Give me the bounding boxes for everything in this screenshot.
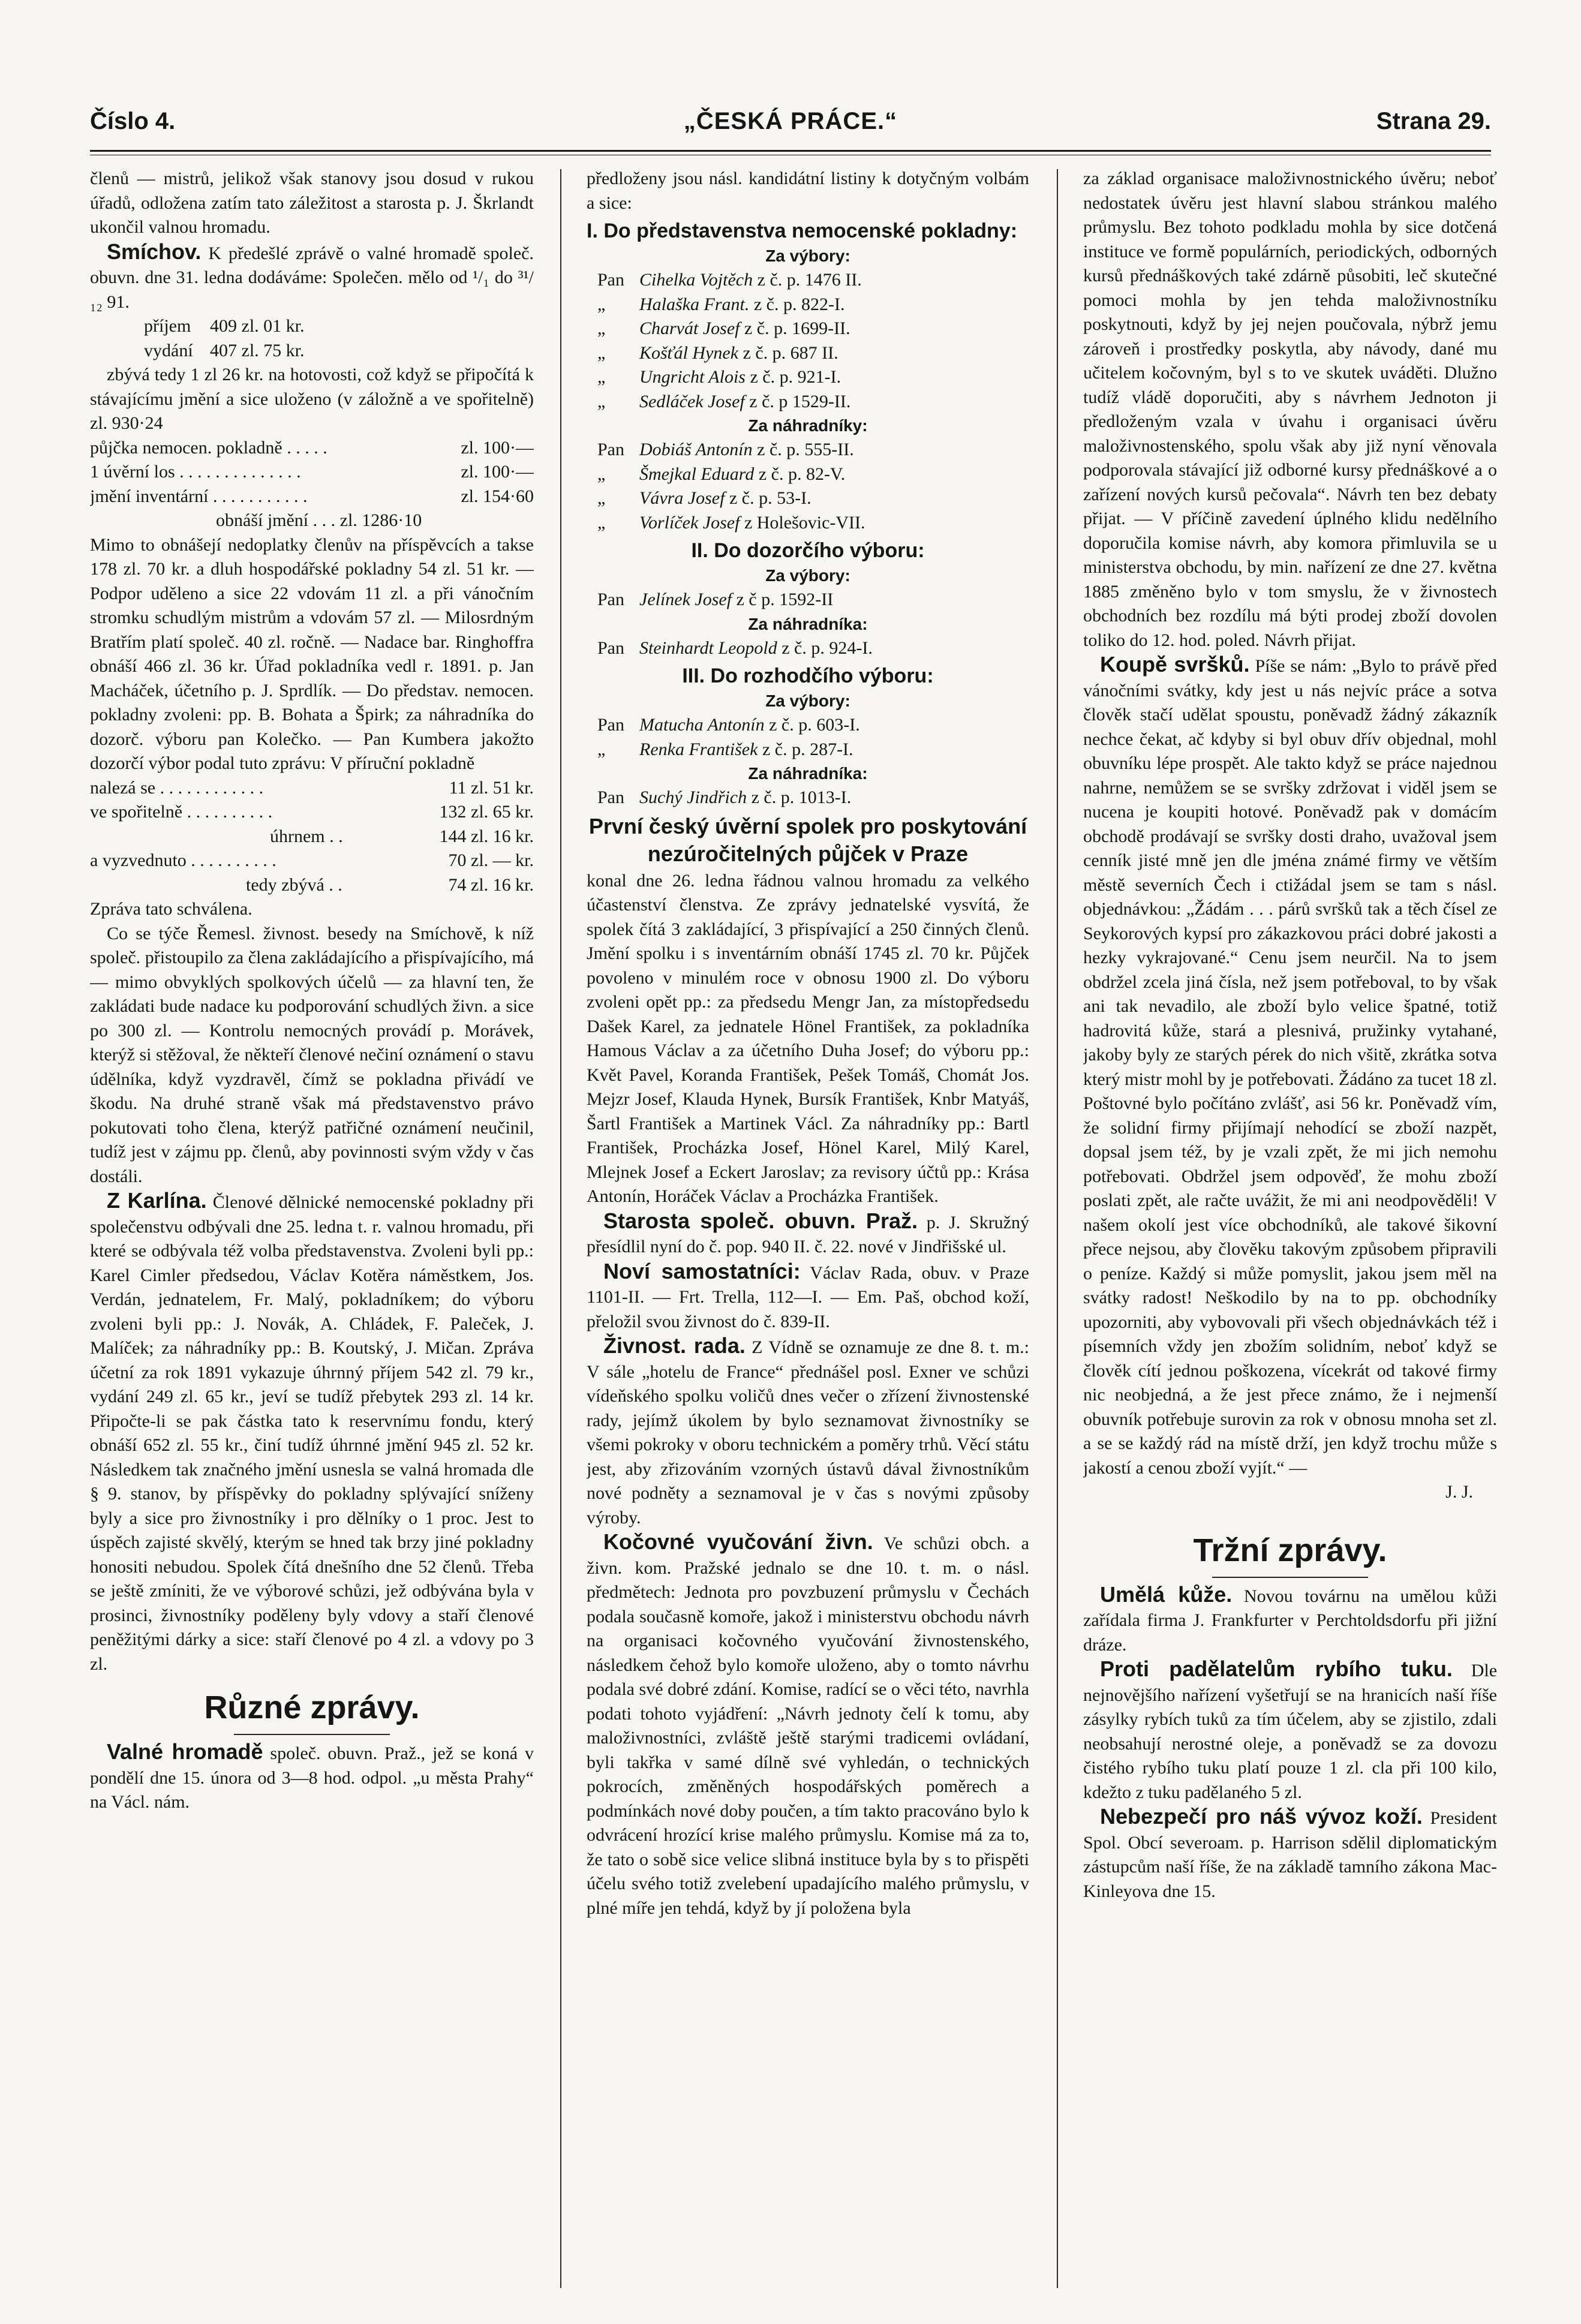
candidate-row bbox=[587, 713, 1029, 738]
article-paragraph: Zpráva tato schválena. bbox=[90, 899, 253, 919]
ledger-label: a vyzvednuto . . . . . . . . . . bbox=[90, 850, 276, 870]
candidate-list bbox=[587, 636, 1029, 661]
signature: J. J. bbox=[1445, 1482, 1473, 1502]
candidate-name: Šmejkal Eduard bbox=[639, 464, 755, 484]
candidate-row bbox=[587, 341, 1029, 366]
candidate-prefix: „ bbox=[597, 488, 606, 508]
article-paragraph: za základ organisace maloživnostnického úvěru; neboť nedostatek úvěru jest hlavní slabou stránkou malého průmyslu. Bez tohoto podkladu mohla by sice dotčená instituce ve formě populárních, periodických, odborných kursů přednáškových také zdárně působiti, leč skutečné pomoci mohla by jen tehda maloživnostníku poskytnouti, když by jej nejen poučovala, nýbrž jemu zároveň i prostředky poskytla, aby návody, dané mu učitelem kočovným, byl s to ve skutek uváděti. Dlužno tudíž vládě doporučiti, aby s návrhem Jednoton ji předloženým vzala v úvahu i organisaci úvěru maloživnostenského, spolu však aby již nyní věnovala podporovala stávající již odborné kursy přednáškové a o zařízení nových kursů pečovala“. Návrh ten bez debaty přijat. — V příčině zavedení úplného klidu nedělního doporučila komise návrh, aby komora přimluvila se u ministerstva obchodu, by min. nařízení ze dne 27. května 1885 změněno bylo v tom smyslu, že v živnostech obchodních bez rozdílu má býti prodej zboží dovolen toliko do 12. hod. poled. Návrh přijat. bbox=[1083, 169, 1497, 650]
candidate-prefix: Pan bbox=[597, 787, 624, 807]
column-3 bbox=[1083, 167, 1497, 2288]
candidate-address: z č. p. 687 II. bbox=[738, 342, 838, 363]
candidate-name: Košťál Hynek bbox=[639, 342, 739, 363]
article-text: Píše se nám: „Bylo to právě před vánočními svátky, kdy jest u nás nejvíc práce a sotva člověk stačí udělat spoustu, poněvadž žádný zákazník nechce čekat, ač kdyby si byl obuv dřív objednal, mohl obuvníku lépe prospět. Ale takto když se práce najednou nahrne, nemůžem se se svršky zdržovat i viděl jsem se nucena je koupiti hotové. Poněvadž pak v domácím obchodě prodávají se svršky dosti draho, uvažoval jsem cenník jisté mně jen dle jména známé firmy ve větším městě severních Čech i ctižádal jsem se tam s násl. objednávkou: „Žádám . . . párů svršků tak a těch čísel ze Seykorových kypsí pro zákazkovou práci dobré jakosti a hezky vykrajované.“ Cenu jsem neurčil. Na to jsem obdržel zcela jiná čísla, než jsem potřeboval, to by však ani tak nevadilo, ale zboží bylo velice špatné, totiž hadrovitá kůže, stará a plesnivá, pružinky vytahané, jakoby byly ze starých pérek do nich všitě, zkrátka sotva který mistr mohl by je potřebovati. Žádáno za tucet 18 zl. Poštovné bylo počítáno zvlášť, asi 56 kr. Poněvadž vím, že solidní firmy přijímají nehodící se zboží nazpět, dopsal jsem též, by je vzali zpět, že mi jich nemohu potřebovati. Obdržel jsem odpověď, že mohu zboží poslati zpět, ale račte uvážit, že mi ani neodpověděli! V našem okolí jest více obchodníků, ale takové šikovní přece nejsou, aby člověku takovým způsobem připravili o peníze. Každý si může pomyslit, jakou jsem měl na svátky radost! Neškodilo by na to pp. obchodníky upozorniti, aby vybovovali při všech objednávkách též i písemních vždy jen zbožím solidním, neboť když se člověk cítí jednou poškozena, vícekrát od takové firmy nic neobjedná, a že jest přece známo, že i nejmenší obuvník potřebuje surovin za rok v obnosu mnoha set zl. a se se každý rád na místě drží, jen když trochu může s jakostí a cenou zboží vyjít.“ — bbox=[1083, 656, 1497, 1478]
candidate-list bbox=[587, 438, 1029, 535]
header-rule bbox=[90, 150, 1491, 152]
candidate-row bbox=[587, 738, 1029, 762]
issue-number: Číslo 4. bbox=[90, 108, 176, 134]
column-divider-2 bbox=[1057, 169, 1058, 2288]
candidate-row bbox=[587, 317, 1029, 341]
section-lead: Nebezpečí pro náš vývoz koží. bbox=[1100, 1804, 1423, 1829]
ledger-line bbox=[90, 873, 534, 898]
ledger-label: 1 úvěrní los . . . . . . . . . . . . . . bbox=[90, 462, 301, 482]
ledger-value: zl. 100·— bbox=[461, 437, 534, 458]
candidate-name: Charvát Josef bbox=[639, 318, 740, 338]
candidate-address: z č. p. 555-II. bbox=[752, 440, 854, 459]
page-number: Strana 29. bbox=[1376, 108, 1491, 134]
column-1 bbox=[90, 167, 534, 2288]
article-paragraph bbox=[90, 1189, 534, 1676]
candidate-name: Suchý Jindřich bbox=[639, 787, 747, 807]
candidate-address: z č. p. 1699-II. bbox=[740, 318, 850, 338]
candidate-address: z č. p 1529-II. bbox=[744, 391, 851, 411]
heading-rule bbox=[234, 1734, 390, 1735]
article-paragraph: Mimo to obnášejí nedoplatky členův na příspěvcích a takse 178 zl. 70 kr. a dluh hospodářské pokladny 54 zl. 51 kr. — Podpor uděleno a sice 22 vdovám 11 zl. a při vánočním stromku schudlým mistrům a vdovám 57 zl. — Milosrdným Bratřím platí společ. 40 zl. ročně. — Nadace bar. Ringhoffra obnáší 466 zl. 36 kr. Úřad pokladníka vedl r. 1891. p. Jan Macháček, účetního p. J. Sprdlík. — Do představ. nemocen. pokladny zvoleni: pp. B. Bohata a Špirk; za náhradníka do dozorč. výboru pan Kolečko. — Pan Kumbera jakožto dozorčí výbor podal tuto zprávu: V příruční pokladně bbox=[90, 534, 534, 773]
ledger-label: nalezá se . . . . . . . . . . . . bbox=[90, 777, 264, 798]
candidate-row bbox=[587, 268, 1029, 293]
ledger-line bbox=[90, 460, 534, 485]
candidate-prefix: „ bbox=[597, 367, 606, 387]
ledger-label: úhrnem . . bbox=[270, 826, 343, 846]
article-text: Václav Rada, obuv. v Praze 1101-II. — Frt. Trella, 112—I. — Em. Paš, obchod koží, přeložil svou živnost do č. 839-II. bbox=[587, 1262, 1029, 1331]
candidate-name: Steinhardt Leopold bbox=[639, 638, 777, 658]
ledger-value: 132 zl. 65 kr. bbox=[439, 802, 534, 822]
page-header bbox=[90, 108, 1491, 150]
candidate-name: Jelínek Josef bbox=[639, 590, 732, 609]
section-lead: Umělá kůže. bbox=[1100, 1582, 1233, 1607]
article-paragraph bbox=[1083, 1805, 1497, 1904]
candidate-address: z č p. 1592-II bbox=[732, 590, 834, 609]
article-text: Dle nejnovějšího nařízení vyšetřují se na hranicích naší říše zásylky rybích tuků za tím účelem, aby se zjistilo, zdali neobsahují nerostné oleje, a poněvadž se za dovozu čistého rybího tuku platí pouze 1 zl. cla při 100 kilo, kdežto z tuku padělaného 5 zl. bbox=[1083, 1661, 1497, 1802]
list-subheading: Za výbory: bbox=[765, 566, 850, 585]
ledger-line bbox=[90, 436, 534, 461]
candidate-name: Vávra Josef bbox=[639, 488, 725, 508]
section-lead: Valné hromadě bbox=[107, 1739, 263, 1764]
column-2 bbox=[587, 167, 1029, 2288]
article-text: Členové dělnické nemocenské pokladny při společenstvu odbývali dne 25. ledna t. r. valnou hromadu, při které se odbývala též volba představenstva. Zvoleni byli pp.: Karel Cimler předsedou, Václav Kotěra náměstkem, Jos. Verdán, jednatelem, Fr. Malý, pokladníkem; do výboru zvoleni byli pp.: J. Novák, A. Chládek, F. Paleček, J. Malíček; za náhradníky pp.: B. Koutský, J. Mičan. Zpráva účetní za rok 1891 vykazuje úhrnný příjem 542 zl. 79 kr., vydání 249 zl. 65 kr., jeví se tudíž přebytek 293 zl. 14 kr. Připočte-li se pak částka tato k reservnímu fondu, který obnáší 652 zl. 55 kr., činí tudíž úhrnné jmění 945 zl. 52 kr. Následkem tak značného jmění usnesla se valná hromada dle § 9. stanov, by příspěvky do pokladny splývající sníženy byly a sice pro živnostníky i pro dělníky o 1 proc. Jest to úspěch zajisté skvělý, kterým se hned tak brzy jiné pokladny honositi nebudou. Spolek čítá dnešního dne 52 členů. Třeba se ještě zmíniti, že ve výborové schůzi, jež odbývána byla v prosinci, živnostníky poděleny byly vdovy a staří členové peněžitými dárky a sice: staří členové po 4 zl. a vdovy po 3 zl. bbox=[90, 1192, 534, 1674]
article-paragraph bbox=[1083, 1657, 1497, 1805]
section-lead: Koupě svršků. bbox=[1100, 652, 1250, 677]
candidate-name: Sedláček Josef bbox=[639, 391, 745, 411]
candidate-name: Renka František bbox=[639, 739, 758, 759]
candidate-row bbox=[587, 293, 1029, 317]
candidate-prefix: Pan bbox=[597, 715, 624, 735]
heading-rule bbox=[1212, 1577, 1368, 1578]
candidate-address: z č. p. 1476 II. bbox=[753, 270, 862, 290]
candidate-name: Dobiáš Antonín bbox=[639, 440, 753, 459]
article-paragraph: předloženy jsou násl. kandidátní listiny k dotyčným volbám a sice: bbox=[587, 169, 1029, 213]
candidate-address: z č. p. 287-I. bbox=[758, 739, 853, 759]
ledger-label: ve spořitelně . . . . . . . . . . bbox=[90, 802, 273, 822]
candidate-prefix: Pan bbox=[597, 590, 624, 609]
candidate-prefix: Pan bbox=[597, 638, 624, 658]
section-lead: Kočovné vyučování živn. bbox=[603, 1529, 873, 1554]
candidate-address: z č. p. 921-I. bbox=[745, 367, 841, 387]
ledger-line bbox=[90, 314, 534, 339]
candidate-address: z č. p. 53-I. bbox=[725, 488, 811, 508]
candidate-row bbox=[587, 588, 1029, 612]
newspaper-title: „ČESKÁ PRÁCE.“ bbox=[683, 108, 898, 134]
article-paragraph: Co se týče Řemesl. živnost. besedy na Smíchově, k níž společ. přistoupilo za člena zakládajícího a přispívajícího, má — mimo obvyklých spolkových účelů — za hlavní ten, že zakládati bude nadace ku podporování schudlých živn. a sice po 300 zl. — Kontrolu nemocných provádí p. Morávek, kterýž si stěžoval, že někteří členové nečiní oznámení o stavu údělníka, když vyzdravěl, čímž se pokladna přivádí ve škodu. Na druhé straně však má představenstvo právo pokutovati toho člena, kterýž patřičné oznámení neučinil, tudíž jest v zájmu pp. členů, aby povinnosti svým vždy v čas dostáli. bbox=[90, 923, 534, 1186]
article-paragraph bbox=[90, 240, 534, 315]
article-paragraph bbox=[587, 1530, 1029, 1920]
candidate-address: z č. p. 822-I. bbox=[749, 294, 845, 314]
section-lead: Starosta společ. obuvn. Praž. bbox=[603, 1208, 918, 1233]
candidate-row bbox=[587, 636, 1029, 661]
candidate-name: Ungricht Alois bbox=[639, 367, 746, 387]
article-paragraph bbox=[1083, 653, 1497, 1480]
candidate-address: z Holešovic-VII. bbox=[740, 512, 865, 533]
article-text: Novou továrnu na umělou kůži zařídala firma J. Frankfurter v Perchtoldsdorfu při jižní dráze. bbox=[1083, 1586, 1497, 1655]
ledger-line bbox=[90, 339, 534, 363]
ledger-line bbox=[90, 800, 534, 825]
candidate-row bbox=[587, 365, 1029, 390]
article-text: K předešlé zprávě o valné hromadě společ. obuvn. dne 31. ledna dodáváme: Společen. mělo od ¹/₁ do ³¹/₁₂ 91. bbox=[90, 243, 534, 312]
list-subheading: Za náhradníka: bbox=[748, 764, 868, 783]
article-paragraph bbox=[587, 1334, 1029, 1530]
section-heading: Tržní zprávy. bbox=[1193, 1532, 1387, 1568]
article-paragraph bbox=[90, 1740, 534, 1815]
candidate-name: Halaška Frant. bbox=[639, 294, 750, 314]
candidate-row bbox=[587, 786, 1029, 810]
list-subheading: Za náhradníka: bbox=[748, 614, 868, 633]
list-subheading: Za náhradníky: bbox=[748, 416, 868, 435]
list-heading: III. Do rozhodčího výboru: bbox=[682, 665, 934, 687]
ledger-value: zl. 100·— bbox=[461, 462, 534, 482]
ledger-value: 144 zl. 16 kr. bbox=[439, 826, 534, 846]
candidate-address: z č. p. 82-V. bbox=[754, 464, 846, 484]
ledger-label: tedy zbývá . . bbox=[246, 874, 342, 895]
candidate-name: Matucha Antonín bbox=[639, 715, 765, 735]
candidate-prefix: „ bbox=[597, 294, 606, 314]
candidate-row bbox=[587, 390, 1029, 414]
candidate-prefix: „ bbox=[597, 512, 606, 533]
candidate-prefix: „ bbox=[597, 464, 606, 484]
article-text: Z Vídně se oznamuje ze dne 8. t. m.: V sále „hotelu de France“ přednášel posl. Exner ve schůzi vídeňského spolku voličů dnes večer o zřízení živnostenské rady, jejímž úkolem by bylo seznamovat živnostníky se všemi pokroky v oboru technickém a poměry trhů. Věcí státu jest, aby zřizováním vzorných ústavů dával živnostníkům nové podněty a seznamoval je v čas s novými způsoby výroby. bbox=[587, 1337, 1029, 1528]
ledger-total bbox=[90, 509, 534, 533]
article-text: p. J. Skružný přesídlil nyní do č. pop. 940 II. č. 22. nové v Jindřišské ul. bbox=[587, 1212, 1029, 1256]
candidate-name: Vorlíček Josef bbox=[639, 512, 740, 533]
candidate-prefix: „ bbox=[597, 342, 606, 363]
section-lead: Smíchov. bbox=[107, 239, 202, 264]
ledger-line bbox=[90, 485, 534, 509]
article-text: President Spol. Obcí severoam. p. Harrison sdělil diplomatickým zástupcům naší říše, že na základě tamního zákona Mac-Kinleyova dne 15. bbox=[1083, 1808, 1497, 1901]
article-paragraph bbox=[1083, 1583, 1497, 1658]
ledger-line bbox=[90, 776, 534, 801]
ledger-value: zl. 154·60 bbox=[461, 486, 534, 506]
article-text: společ. obuvn. Praž., jež se koná v pondělí dne 15. února od 3—8 hod. odpol. „u města Prahy“ na Václ. nám. bbox=[90, 1743, 534, 1812]
candidate-address: z č. p. 603-I. bbox=[764, 715, 860, 735]
ledger-line bbox=[90, 849, 534, 873]
candidate-prefix: Pan bbox=[597, 440, 624, 459]
article-paragraph bbox=[587, 1259, 1029, 1334]
candidate-row bbox=[587, 462, 1029, 487]
ledger-value: 11 zl. 51 kr. bbox=[449, 777, 534, 798]
candidate-prefix: „ bbox=[597, 739, 606, 759]
column-divider-1 bbox=[560, 169, 561, 2288]
candidate-row bbox=[587, 486, 1029, 511]
section-heading: Různé zprávy. bbox=[204, 1689, 420, 1725]
candidate-list bbox=[587, 588, 1029, 612]
ledger-value: 407 zl. 75 kr. bbox=[210, 340, 305, 360]
ledger-value: obnáší jmění . . . zl. 1286·10 bbox=[216, 510, 422, 530]
candidate-list bbox=[587, 786, 1029, 810]
candidate-list bbox=[587, 713, 1029, 762]
article-paragraph: konal dne 26. ledna řádnou valnou hromadu za velkého účastenství členstva. Ze zprávy jednatelské vysvítá, že spolek čítá 3 zakládající, 3 přispívající a 250 činných členů. Jmění spolku i s inventárním obnáší 1745 zl. 70 kr. Půjček povoleno v minulém roce v obnosu 1900 zl. Do výboru zvoleni opět pp.: za předsedu Mengr Jan, za místopředsedu Dašek Karel, za jednatele Hönel František, za pokladníka Hamous Václav a za účetního Duha Josef; do výboru pp.: Květ Pavel, Koranda František, Pešek Tomáš, Chomát Jos. Mejzr Josef, Klauda Hynek, Bursík František, Knbr Matyáš, Šartl František a Martinek Václ. Za náhradníky pp.: Bartl František, Procházka Josef, Hönel Karel, Milý Karel, Mlejnek Josef a Eckert Jaroslav; za revisory účtů pp.: Krása Antonín, Horáček Václav a Procházka František. bbox=[587, 870, 1029, 1206]
ledger-label: vydání bbox=[144, 340, 193, 360]
ledger-value: 70 zl. — kr. bbox=[448, 850, 534, 870]
ledger-line bbox=[90, 825, 534, 849]
candidate-prefix: „ bbox=[597, 391, 606, 411]
article-paragraph bbox=[587, 1209, 1029, 1259]
candidate-prefix: „ bbox=[597, 318, 606, 338]
section-lead: Živnost. rada. bbox=[603, 1333, 746, 1358]
ledger-label: jmění inventární . . . . . . . . . . . bbox=[90, 486, 308, 506]
candidate-name: Cihelka Vojtěch bbox=[639, 270, 753, 290]
candidate-row bbox=[587, 438, 1029, 462]
section-lead: Proti padělatelům rybího tuku. bbox=[1100, 1656, 1453, 1681]
ledger-label: půjčka nemocen. pokladně . . . . . bbox=[90, 437, 327, 458]
list-subheading: Za výbory: bbox=[765, 692, 850, 710]
candidate-prefix: Pan bbox=[597, 270, 624, 290]
candidate-list bbox=[587, 268, 1029, 414]
ledger-value: 74 zl. 16 kr. bbox=[448, 874, 534, 895]
article-heading: První český úvěrní spolek pro poskytování nezúročitelných půjček v Praze bbox=[588, 813, 1027, 866]
article-paragraph: zbývá tedy 1 zl 26 kr. na hotovosti, což když se připočítá k stávajícímu jmění a sice uloženo (v záložně a ve spořitelně) zl. 930·24 bbox=[90, 365, 534, 433]
list-heading: II. Do dozorčího výboru: bbox=[691, 539, 925, 562]
ledger-label: příjem bbox=[144, 316, 191, 336]
section-lead: Z Karlína. bbox=[107, 1188, 207, 1213]
candidate-row bbox=[587, 511, 1029, 536]
candidate-address: z č. p. 1013-I. bbox=[747, 787, 852, 807]
candidate-address: z č. p. 924-I. bbox=[777, 638, 873, 658]
list-heading: I. Do představenstva nemocenské pokladny: bbox=[587, 220, 1018, 242]
list-subheading: Za výbory: bbox=[765, 246, 850, 265]
ledger-value: 409 zl. 01 kr. bbox=[210, 316, 305, 336]
article-text: Ve schůzi obch. a živn. kom. Pražské jednalo se dne 10. t. m. o násl. předmětech: Jednota pro povzbuzení průmyslu v Čechách podala současně komoře, jakož i ministerstvu obchodu návrh na organisaci kočovného vyučování živnostenského, následkem čehož bylo komoře uloženo, aby o tomto návrhu podala své dobré zdání. Komise, radící se o věci této, navrhla podati tohoto vyjádření: „Návrh jednoty čelí k tomu, aby maloživnostníci, zvláště ještě starými tradicemi ovládaní, byli takřka v samé dílně své vyhledán, o technických pokrocích, změněných hospodářských poměrech a podmínkách nové doby poučen, a tím takto pracováno bylo k odvrácení hrozící krise malého průmyslu. Komise má za to, že tato o sobě sice velice slibná instituce byla by s to přispěti účelu svého totiž zvelebení upadajícího malého průmyslu, v plné míře jen tehdá, když by jí položena byla bbox=[587, 1534, 1029, 1918]
article-paragraph: členů — mistrů, jelikož však stanovy jsou dosud v rukou úřadů, odložena zatím tato záležitost a starosta p. J. Škrlandt ukončil valnou hromadu. bbox=[90, 169, 534, 237]
section-lead: Noví samostatníci: bbox=[603, 1258, 801, 1283]
